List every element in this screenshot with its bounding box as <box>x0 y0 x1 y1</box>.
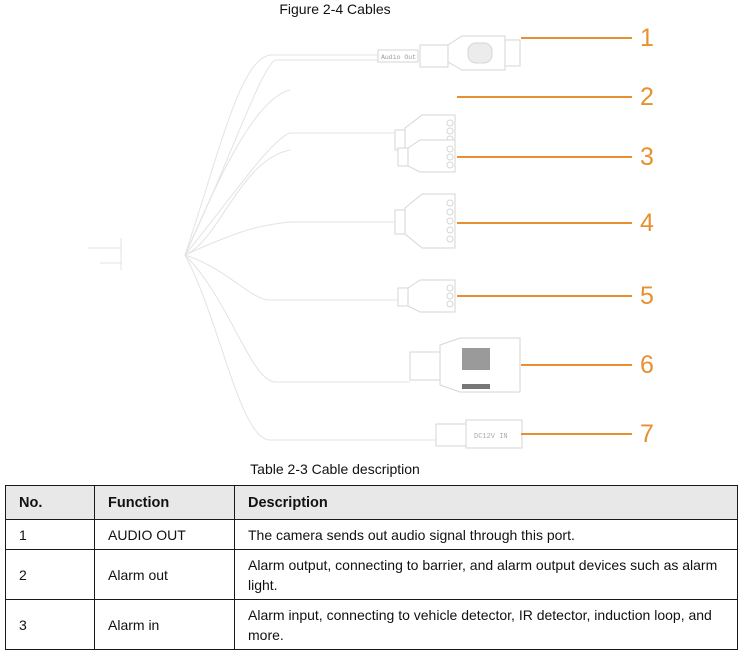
header-function: Function <box>95 486 235 520</box>
callout-4: 4 <box>640 209 654 237</box>
cell-function: Alarm in <box>95 600 235 650</box>
cell-no: 1 <box>6 520 95 550</box>
cell-description: The camera sends out audio signal through this port. <box>235 520 738 550</box>
callout-7: 7 <box>640 420 654 448</box>
connector-5 <box>398 280 455 312</box>
callout-5: 5 <box>640 282 654 310</box>
cell-function: AUDIO OUT <box>95 520 235 550</box>
callout-6: 6 <box>640 351 654 379</box>
table-caption: Table 2-3 Cable description <box>250 461 420 477</box>
connector-audio-out <box>378 36 520 70</box>
table-header-row <box>6 486 738 520</box>
cell-description: Alarm output, connecting to barrier, and alarm output devices such as alarm light. <box>235 550 738 600</box>
figure-caption: Figure 2-4 Cables <box>279 1 391 17</box>
connector-network <box>410 338 520 392</box>
cell-no: 2 <box>6 550 95 600</box>
table-row <box>6 600 738 650</box>
header-description: Description <box>235 486 738 520</box>
cell-no: 3 <box>6 600 95 650</box>
callout-1: 1 <box>640 24 654 52</box>
table-row <box>6 550 738 600</box>
cable-description-table <box>5 485 738 650</box>
callout-3: 3 <box>640 143 654 171</box>
cell-function: Alarm out <box>95 550 235 600</box>
callout-2: 2 <box>640 83 654 111</box>
connector-4 <box>395 194 455 248</box>
table-row <box>6 520 738 550</box>
audio-out-label: Audio Out <box>381 54 417 61</box>
cables-figure <box>0 18 743 458</box>
cell-description: Alarm input, connecting to vehicle detector, IR detector, induction loop, and more. <box>235 600 738 650</box>
header-no: No. <box>6 486 95 520</box>
power-label: DC12V IN <box>474 433 508 441</box>
cable-diagram <box>0 18 743 458</box>
